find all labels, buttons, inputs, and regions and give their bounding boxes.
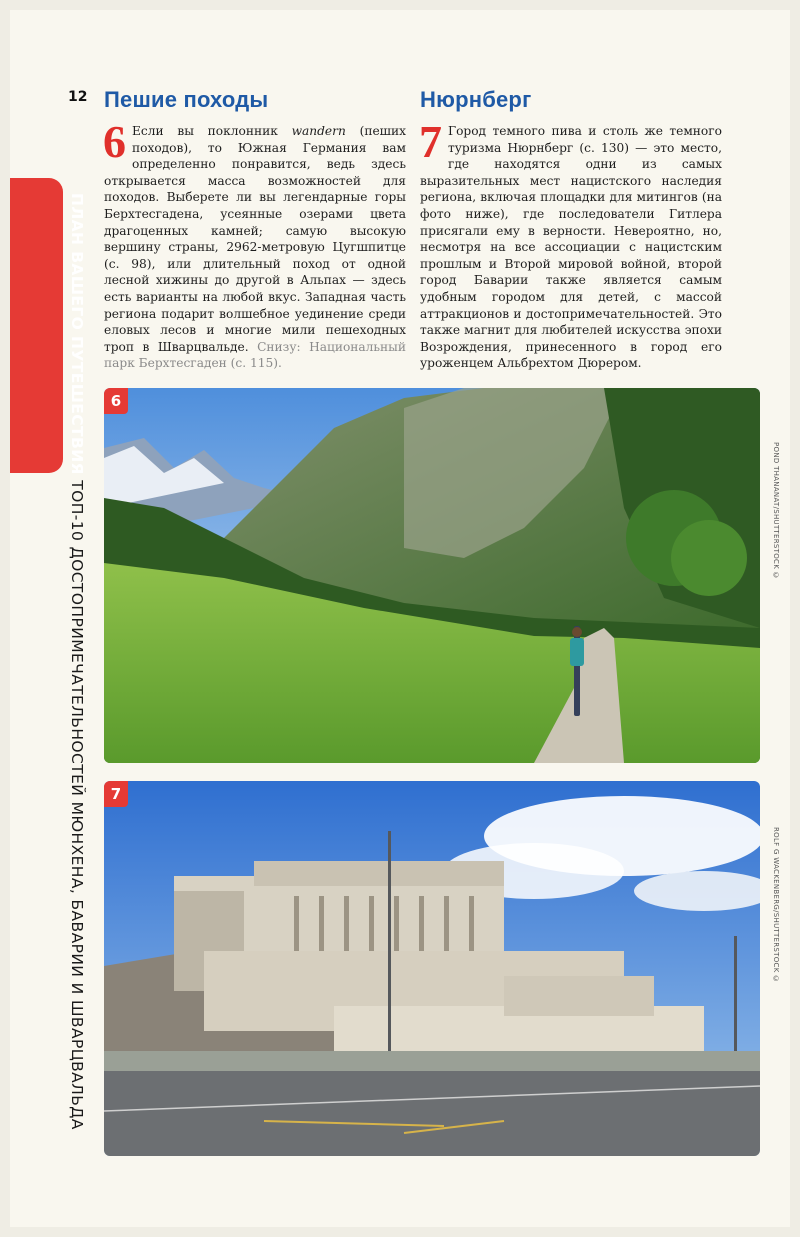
chapter-subtitle: ТОП-10 ДОСТОПРИМЕЧАТЕЛЬНОСТЕЙ МЮНХЕНА, БАВАРИИ И ШВАРЦВАЛЬДА <box>68 480 86 1130</box>
page-number: 12 <box>68 89 88 105</box>
photo-nuremberg <box>104 781 760 1156</box>
section-heading-nuremberg: Нюрнберг <box>420 87 532 112</box>
section-heading-hiking: Пешие походы <box>104 87 269 112</box>
photo-berchtesgaden <box>104 388 760 763</box>
body-emphasis: wandern <box>291 124 346 138</box>
body-text: (пеших походов), то Южная Германия вам определенно понравится, ведь здесь открывается масса возможностей для походов. Выберете ли вы легендарные горы Берхтесгадена, усеянные озерами цвета драгоценных камней; самую высокую вершину страны, 2962-метровую Цугшпитце (с. 98), или длительный поход от одной лесной хижины до другой в Альпах — здесь есть варианты на любой вкус. Западная часть региона подарит волшебное уединение среди еловых лесов и многие мили пешеходных троп в Шварцвальде. <box>104 124 407 354</box>
section-number: 6 <box>103 116 126 167</box>
photo-credit: ROLF G WACKENBERG/SHUTTERSTOCK © <box>772 827 780 984</box>
mountain-landscape-image <box>104 388 760 763</box>
photo-credit: POND THANANAT/SHUTTERSTOCK © <box>772 442 780 580</box>
photo-reference: Снизу: Национальный парк Берхтесгаден (с. 115). <box>104 339 406 371</box>
section-number: 7 <box>419 116 442 167</box>
book-page <box>10 10 790 1227</box>
chapter-title: ПЛАН ВАШЕГО ПУТЕШЕСТВИЯ <box>68 193 86 475</box>
photo-badge: 6 <box>104 388 128 414</box>
chapter-label <box>68 193 86 1130</box>
photo-badge: 7 <box>104 781 128 807</box>
chapter-tab <box>10 178 63 473</box>
body-text: Город темного пива и столь же темного туризма Нюрнберг (с. 130) — это место, где находятся одни из самых выразительных мест нацистского наследия региона, включая площадки для митингов (на фото ниже), где последователи Гитлера присягали ему в верности. Невероятно, но, несмотря на все ассоциации с нацистским прошлым и Второй мировой войной, второй город Баварии также является самым удобным городом для детей, с массой аттракционов и достопримечательностей. Это также магнит для любителей искусства эпохи Возрождения, принесенного в город его уроженцем Альбрехтом Дюрером. <box>420 124 722 371</box>
section-body-nuremberg <box>419 116 722 372</box>
body-text: Если вы поклонник <box>132 124 292 138</box>
rally-grounds-image <box>104 781 760 1156</box>
section-body-hiking <box>103 116 407 372</box>
